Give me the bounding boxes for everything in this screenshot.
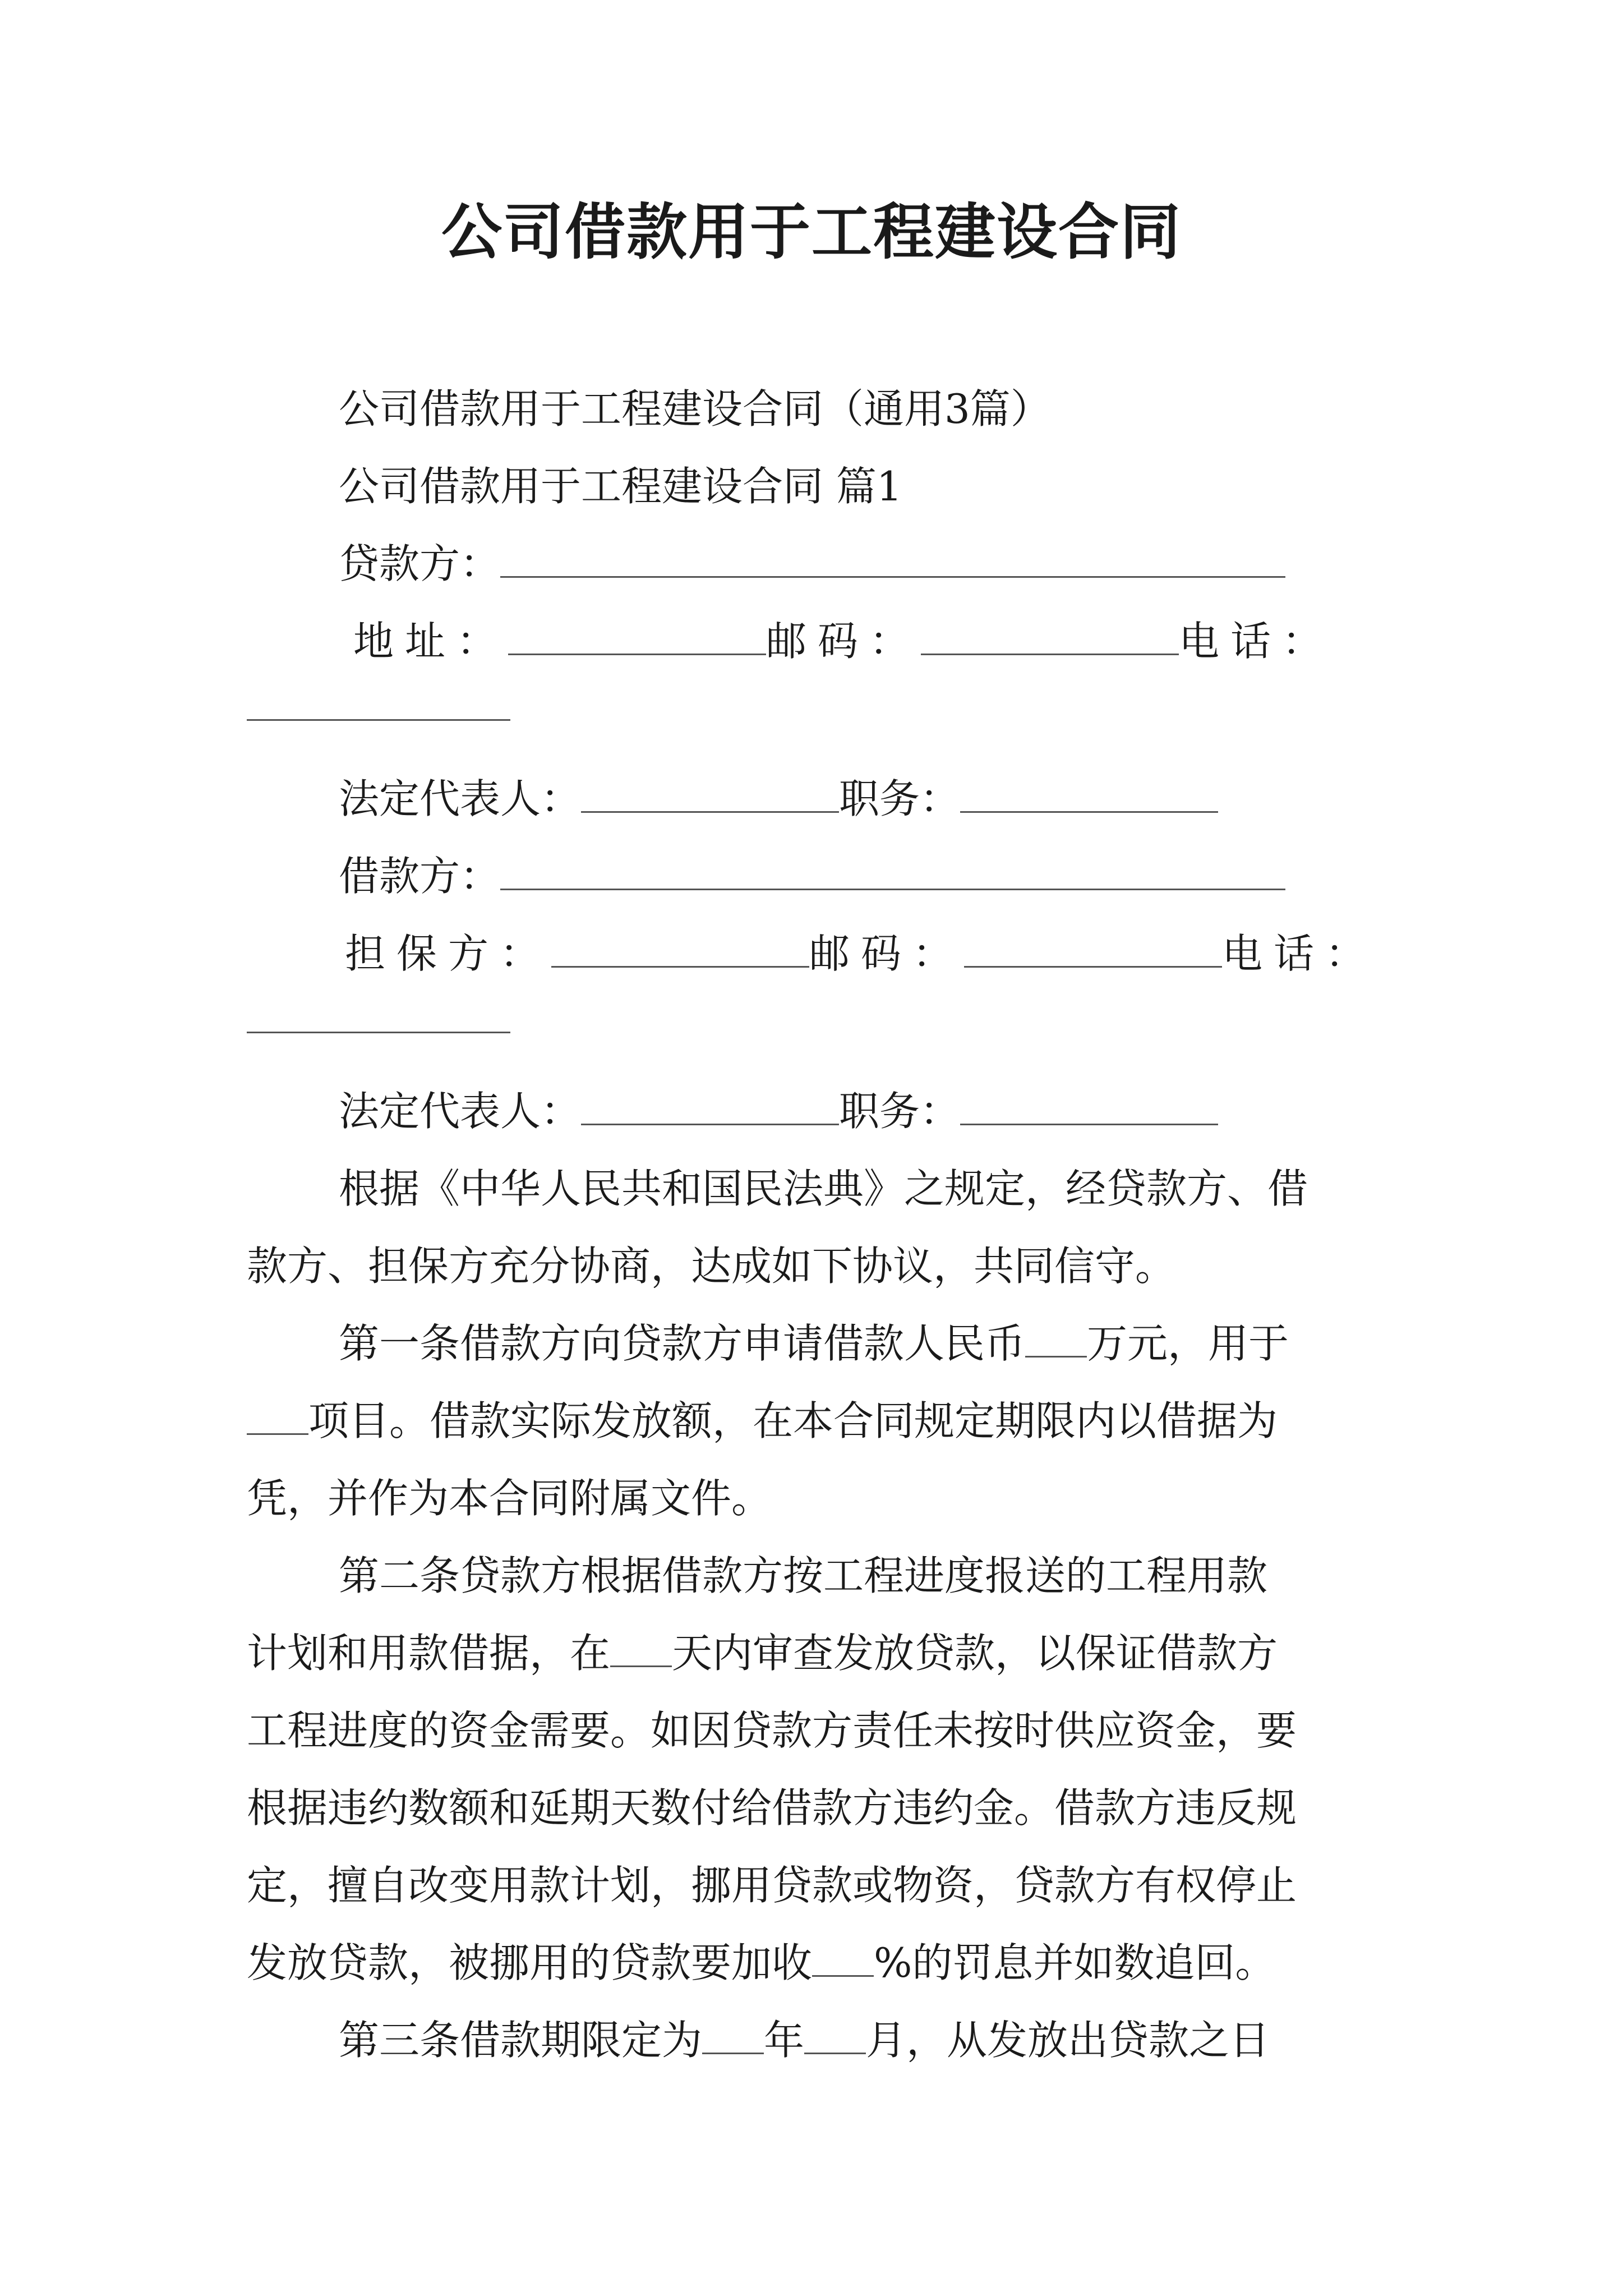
article2-line-5: 定，擅自改变用款计划，挪用贷款或物资，贷款方有权停止 [247, 1862, 1297, 1909]
article1-text-c: 项目。借款实际发放额，在本合同规定期限内以借据为 [308, 1397, 1278, 1444]
article3-text-b: 年 [764, 2017, 805, 2064]
postcode-label: 邮码： [766, 618, 921, 665]
phone2-blank [247, 992, 510, 1033]
position-blank [960, 779, 1218, 813]
article1-line-2 [247, 1382, 1376, 1460]
article2-line-1: 第二条贷款方根据借款方按工程进度报送的工程用款 [339, 1552, 1268, 1599]
borrower-label: 借款方： [339, 853, 501, 900]
article3-text-c: 月，从发放出贷款之日 [866, 2017, 1270, 2064]
article2-line-3: 工程进度的资金需要。如因贷款方责任未按时供应资金，要 [247, 1707, 1297, 1754]
guarantor-label: 担保方： [345, 930, 552, 977]
document-body [247, 370, 1376, 2079]
article2-text-a: 计划和用款借据，在 [247, 1630, 611, 1677]
article2-line-4: 根据违约数额和延期天数付给借款方违约金。借款方违反规 [247, 1784, 1297, 1832]
borrower-line [247, 838, 1376, 915]
position2-label: 职务： [839, 1088, 961, 1135]
legal-rep2-blank [581, 1091, 839, 1125]
article3-blank-months [804, 2020, 866, 2054]
article2-text-c: 发放贷款，被挪用的贷款要加收 [247, 1939, 813, 1986]
legal-rep-line [247, 760, 1376, 838]
intro-line-1: 根据《中华人民共和国民法典》之规定，经贷款方、借 [339, 1165, 1308, 1212]
borrower-blank [500, 856, 1285, 890]
document-title: 公司借款用于工程建设合同 [441, 197, 1182, 268]
position-label: 职务： [839, 775, 961, 822]
article1-text-a: 第一条借款方向贷款方申请借款人民币 [339, 1320, 1026, 1367]
article2-text-d: %的罚息并如数追回。 [874, 1939, 1276, 1986]
article1-text-b: 万元，用于 [1087, 1320, 1289, 1367]
address-blank [508, 621, 766, 655]
intro-line-2: 款方、担保方充分协商，达成如下协议，共同信守。 [247, 1243, 1176, 1290]
postcode2-label: 邮码： [809, 930, 965, 977]
legal-rep2-label: 法定代表人： [339, 1088, 582, 1135]
lender-blank [500, 544, 1285, 578]
address-label: 地址： [353, 618, 509, 665]
lender-line [247, 525, 1376, 602]
article3-line-1 [247, 2001, 1376, 2079]
legal-rep-blank [581, 779, 839, 813]
subtitle: 公司借款用于工程建设合同（通用3篇） [339, 385, 1051, 432]
postcode-blank [921, 621, 1179, 655]
article2-line-6 [247, 1924, 1376, 2001]
article2-line-2 [247, 1614, 1376, 1692]
article3-blank-years [702, 2020, 764, 2054]
article1-line-1 [247, 1305, 1376, 1382]
section-heading: 公司借款用于工程建设合同 篇1 [339, 463, 902, 510]
position2-blank [960, 1091, 1218, 1125]
phone-blank [247, 680, 510, 721]
postcode2-blank [964, 933, 1222, 968]
lender-label: 贷款方： [339, 540, 501, 587]
phone2-label: 电话： [1222, 930, 1377, 977]
guarantor-line [247, 915, 1376, 992]
legal-rep-label: 法定代表人： [339, 775, 582, 822]
phone-label: 电话： [1179, 618, 1334, 665]
address-line [247, 602, 1376, 680]
legal-rep2-line [247, 1073, 1376, 1150]
article2-blank-days [610, 1633, 672, 1667]
article3-text-a: 第三条借款期限定为 [339, 2017, 703, 2064]
article1-blank-project [247, 1401, 308, 1435]
article2-text-b: 天内审查发放贷款，以保证借款方 [672, 1630, 1278, 1677]
article1-line-3: 凭，并作为本合同附属文件。 [247, 1475, 772, 1522]
guarantor-blank [551, 933, 809, 968]
article2-blank-rate [812, 1943, 874, 1977]
article1-blank-amount [1025, 1323, 1087, 1358]
